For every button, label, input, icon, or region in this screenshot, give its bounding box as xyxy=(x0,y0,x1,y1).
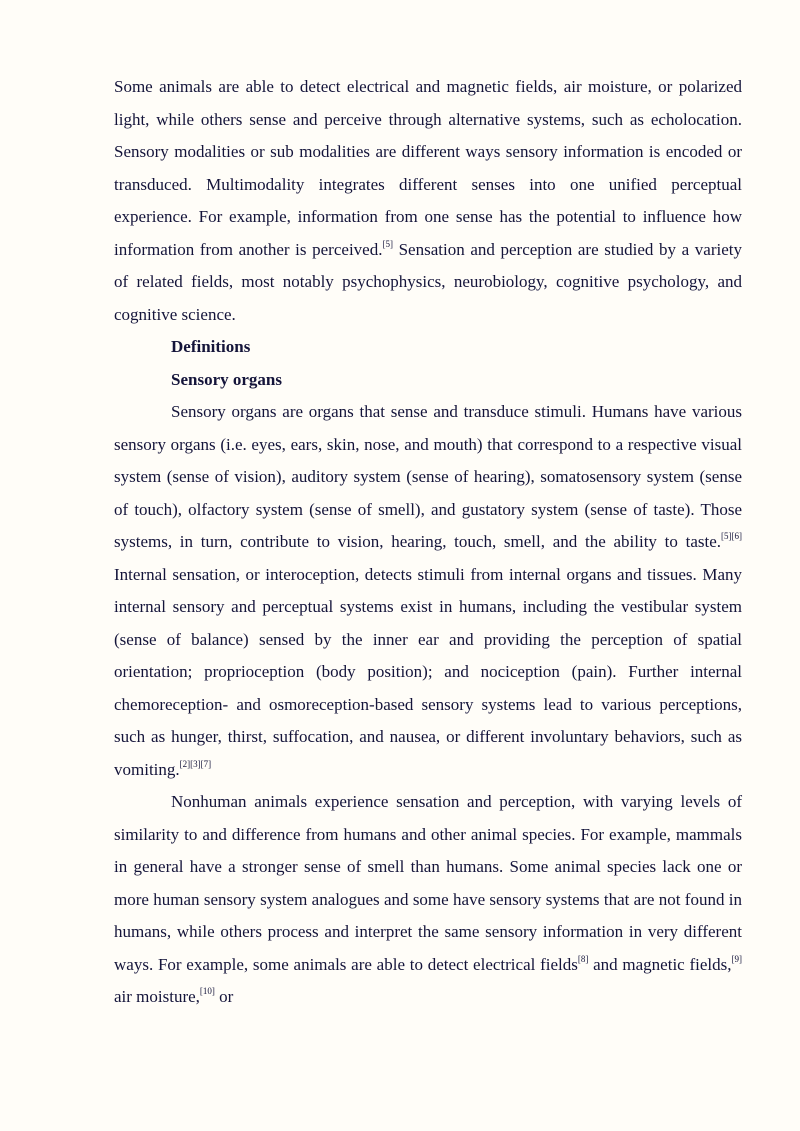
intro-paragraph xyxy=(114,71,742,331)
citation-ref[interactable]: [5][6] xyxy=(721,531,742,541)
citation-ref[interactable]: [5] xyxy=(382,238,393,249)
intro-text-continued: Sensation and perception are studied by a variety of related fields, most notably psychophysics, neurobiology, cognitive psychology, and cognitive science. xyxy=(114,239,743,324)
nonhuman-paragraph xyxy=(114,786,742,1014)
heading-definitions: Definitions xyxy=(171,337,251,356)
sensory-text-part2: Internal sensation, or interoception, detects stimuli from internal organs and tissues. Many internal sensory and perceptual systems exist in humans, including the vestibular system (sense of balance) sensed by the inner ear and providing the perception of spatial orientation; proprioception (body position); and nociception (pain). Further internal chemoreception- and osmoreception-based sensory systems lead to various perceptions, such as hunger, thirst, suffocation, and nausea, or different involuntary behaviors, such as vomiting. xyxy=(114,564,742,779)
nonhuman-text-part2: and magnetic fields, xyxy=(588,954,732,974)
nonhuman-text-part3: air moisture, xyxy=(114,987,200,1006)
nonhuman-text-part1: Nonhuman animals experience sensation and perception, with varying levels of similarity to and difference from humans and other animal species. For example, mammals in general have a stronger sense of smell than humans. Some animal species lack one or more human sensory system analogues and some have sensory systems that are not found in humans, while others process and interpret the same sensory information in very different ways. For example, some animals are able to detect electrical fields xyxy=(114,792,742,974)
citation-ref[interactable]: [2][3][7] xyxy=(179,758,212,769)
nonhuman-text-part4: or xyxy=(214,987,234,1006)
document-page xyxy=(114,71,742,1014)
intro-text: Some animals are able to detect electrical and magnetic fields, air moisture, or polarized light, while others sense and perceive through alternative systems, such as echolocation. Sensory modalities or sub modalities are different ways sensory information is encoded or transduced. Multimodality integrates different senses into one unified perceptual experience. For example, information from one sense has the potential to influence how information from another is perceived. xyxy=(114,77,742,259)
sensory-organs-paragraph xyxy=(114,396,742,786)
citation-ref[interactable]: [10] xyxy=(199,986,215,996)
heading-sensory-organs: Sensory organs xyxy=(171,369,282,389)
sensory-text-part1: Sensory organs are organs that sense and transduce stimuli. Humans have various sensory organs (i.e. eyes, ears, skin, nose, and mouth) that correspond to a respective visual system (sense of vision), auditory system (sense of hearing), somatosensory system (sense of touch), olfactory system (sense of smell), and gustatory system (sense of taste). Those systems, in turn, contribute to vision, hearing, touch, smell, and the ability to taste. xyxy=(114,402,742,551)
citation-ref[interactable]: [9] xyxy=(731,953,742,964)
citation-ref[interactable]: [8] xyxy=(577,953,589,964)
